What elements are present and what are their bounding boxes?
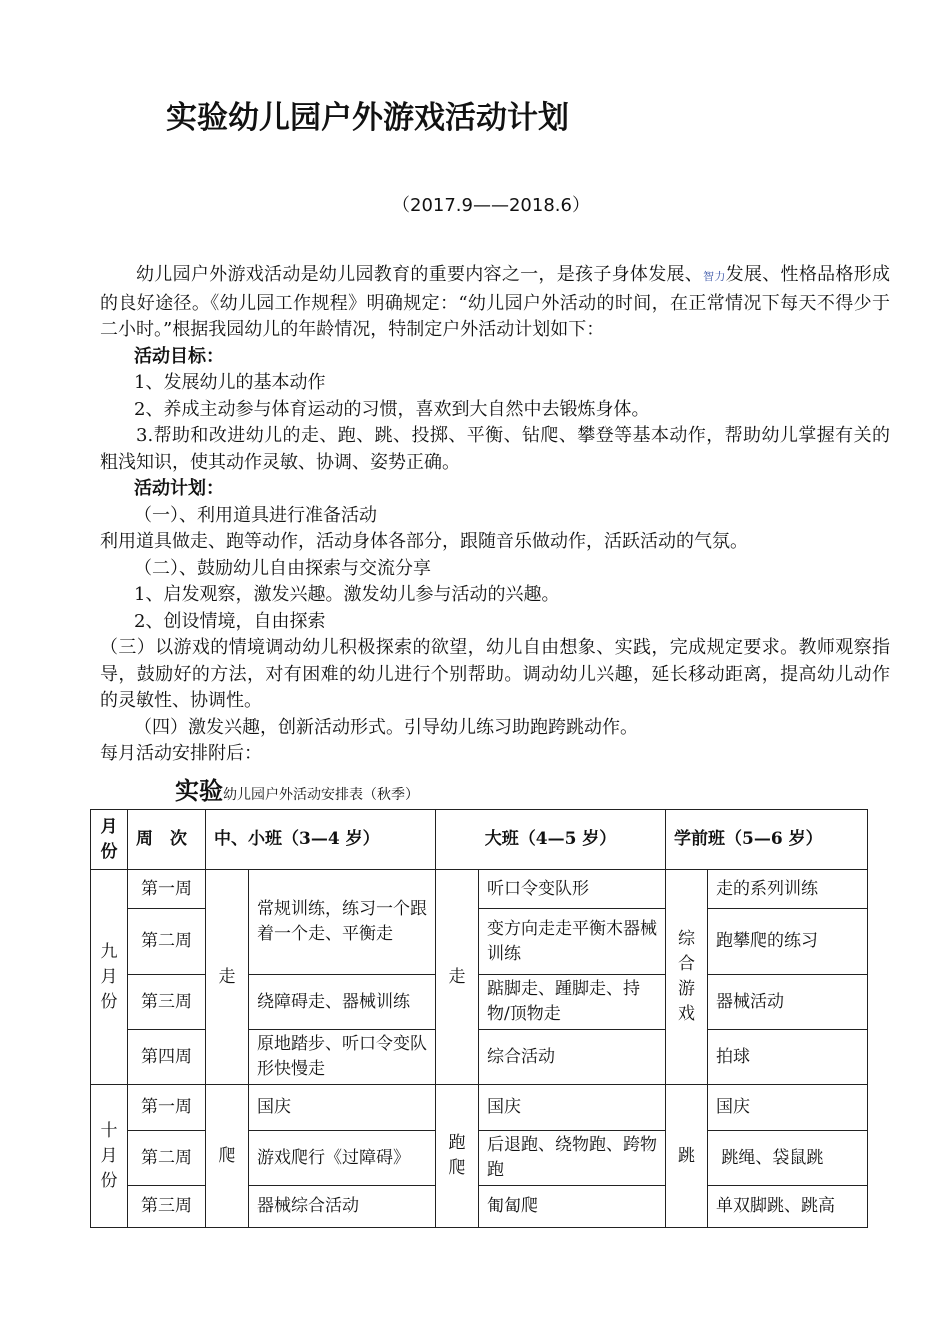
header-preschool: 学前班（5—6 岁） [666, 810, 868, 870]
plan-heading: 活动计划： [134, 478, 224, 499]
schedule-table [90, 809, 868, 1228]
activity-cell: 后退跑、绕物跑、跨物跑 [479, 1131, 666, 1186]
activity-cell: 国庆 [479, 1085, 666, 1131]
category-cell: 走 [206, 870, 249, 1085]
month-cell: 十月份 [91, 1085, 128, 1228]
week-cell: 第三周 [128, 1186, 206, 1228]
activity-cell: 变方向走走平衡木器械训练 [479, 909, 666, 975]
goal-item: 2、养成主动参与体育运动的习惯，喜欢到大自然中去锻炼身体。 [134, 398, 650, 420]
week-cell: 第二周 [128, 909, 206, 975]
intro-paragraph: 幼儿园户外游戏活动是幼儿园教育的重要内容之一，是孩子身体发展、智力发展、性格品格形成的良好途径。《幼儿园工作规程》明确规定：“幼儿园户外活动的时间，在正常情况下每天不得少于二小时。”根据我园幼儿的年龄情况，特制定户外活动计划如下： [100, 264, 891, 340]
inline-small-text: 智力 [703, 270, 726, 283]
document-body [100, 262, 890, 768]
week-cell: 第三周 [128, 975, 206, 1030]
table-title: 实验幼儿园户外活动安排表（秋季） [175, 777, 419, 805]
table-header-row [91, 810, 868, 870]
plan-section-text: （四）激发兴趣，创新活动形式。引导幼儿练习助跑跨跳动作。 [134, 716, 638, 738]
week-cell: 第一周 [128, 1085, 206, 1131]
header-month: 月份 [91, 810, 128, 870]
table-row [91, 1085, 868, 1131]
plan-item: 2、创设情境，自由探索 [134, 610, 326, 632]
activity-cell: 走的系列训练 [708, 870, 868, 909]
activity-cell: 踮脚走、踵脚走、持物/顶物走 [479, 975, 666, 1030]
header-week: 周 次 [128, 810, 206, 870]
category-cell: 跳 [666, 1085, 708, 1228]
header-small-middle: 中、小班（3—4 岁） [206, 810, 436, 870]
plan-section-text: （三）以游戏的情境调动幼儿积极探索的欲望，幼儿自由想象、实践，完成规定要求。教师观察指导，鼓励好的方法，对有困难的幼儿进行个别帮助。调动幼儿兴趣，延长移动距离，提高幼儿动作的灵敏性、协调性。 [100, 637, 890, 711]
activity-cell: 拍球 [708, 1030, 868, 1085]
week-cell: 第一周 [128, 870, 206, 909]
date-range: （2017.9——2018.6） [392, 195, 590, 216]
activity-cell: 匍匐爬 [479, 1186, 666, 1228]
goals-heading: 活动目标： [134, 345, 224, 367]
category-cell: 跑爬 [436, 1085, 479, 1228]
week-cell: 第二周 [128, 1131, 206, 1186]
activity-cell: 国庆 [249, 1085, 436, 1131]
plan-item: 1、启发观察，激发兴趣。激发幼儿参与活动的兴趣。 [134, 584, 560, 605]
goal-item: 1、发展幼儿的基本动作 [134, 372, 326, 393]
activity-cell: 器械综合活动 [249, 1186, 436, 1228]
activity-cell: 器械活动 [708, 975, 868, 1030]
category-cell: 综合游戏 [666, 870, 708, 1085]
activity-cell: 常规训练，练习一个跟着一个走、平衡走 [249, 870, 436, 975]
category-cell: 爬 [206, 1085, 249, 1228]
plan-section-title: （一）、利用道具进行准备活动 [134, 504, 377, 526]
header-big: 大班（4—5 岁） [436, 810, 666, 870]
category-cell: 走 [436, 870, 479, 1085]
activity-cell: 绕障碍走、器械训练 [249, 975, 436, 1030]
activity-cell: 综合活动 [479, 1030, 666, 1085]
activity-cell: 原地踏步、听口令变队形快慢走 [249, 1030, 436, 1085]
activity-cell: 国庆 [708, 1085, 868, 1131]
month-cell: 九月份 [91, 870, 128, 1085]
page-title: 实验幼儿园户外游戏活动计划 [166, 100, 569, 136]
activity-cell: 跳绳、袋鼠跳 [708, 1131, 868, 1186]
plan-section-title: （二）、鼓励幼儿自由探索与交流分享 [134, 557, 431, 579]
activity-cell: 单双脚跳、跳高 [708, 1186, 868, 1228]
goal-item: 3.帮助和改进幼儿的走、跑、跳、投掷、平衡、钻爬、攀登等基本动作，帮助幼儿掌握有关的粗浅知识，使其动作灵敏、协调、姿势正确。 [100, 425, 890, 473]
activity-cell: 游戏爬行《过障碍》 [249, 1131, 436, 1186]
monthly-note: 每月活动安排附后： [100, 743, 262, 764]
plan-section-text: 利用道具做走、跑等动作，活动身体各部分，跟随音乐做动作，活跃活动的气氛。 [100, 531, 748, 552]
table-row [91, 870, 868, 909]
week-cell: 第四周 [128, 1030, 206, 1085]
activity-cell: 听口令变队形 [479, 870, 666, 909]
activity-cell: 跑攀爬的练习 [708, 909, 868, 975]
